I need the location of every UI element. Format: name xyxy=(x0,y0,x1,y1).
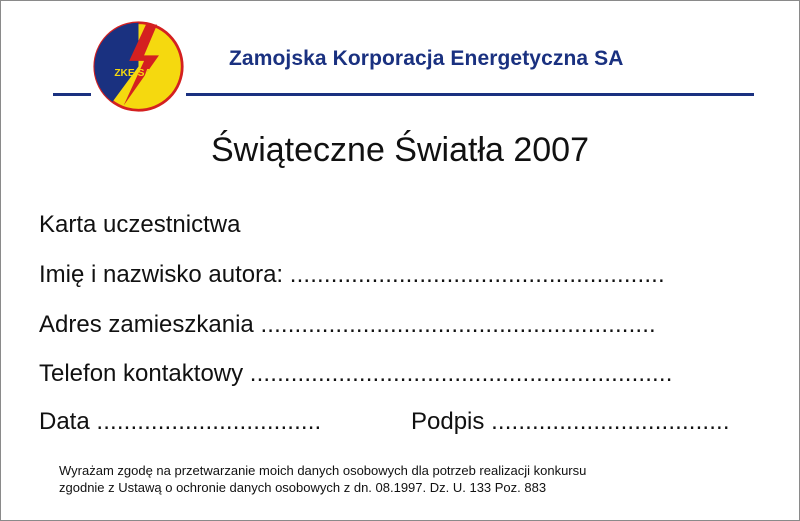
logo-text: ZKE SA xyxy=(114,67,152,79)
signature-field[interactable] xyxy=(411,408,730,436)
consent-text xyxy=(59,462,759,496)
date-dots[interactable]: ................................. xyxy=(96,408,322,435)
header-rule-left xyxy=(53,93,91,96)
consent-line-1: Wyrażam zgodę na przetwarzanie moich danych osobowych dla potrzeb realizacji konkursu xyxy=(59,463,587,478)
company-name: Zamojska Korporacja Energetyczna SA xyxy=(229,47,624,70)
author-name-label: Imię i nazwisko autora: xyxy=(39,261,284,288)
address-label: Adres zamieszkania xyxy=(39,311,254,338)
address-dots[interactable]: .......................................................... xyxy=(260,311,656,338)
page-title: Świąteczne Światła 2007 xyxy=(210,131,589,169)
card-label: Karta uczestnictwa xyxy=(39,211,241,238)
date-label: Data xyxy=(39,408,90,435)
signature-label: Podpis xyxy=(411,408,485,435)
header-rule-right xyxy=(186,93,754,96)
author-name-field[interactable] xyxy=(39,261,665,289)
address-field[interactable] xyxy=(39,311,656,339)
zke-logo-icon xyxy=(92,20,185,113)
phone-label: Telefon kontaktowy xyxy=(39,360,244,387)
phone-dots[interactable]: .............................................................. xyxy=(249,360,673,387)
author-name-dots[interactable]: ....................................................... xyxy=(289,261,665,288)
phone-field[interactable] xyxy=(39,360,673,388)
signature-dots[interactable]: ................................... xyxy=(491,408,730,435)
date-field[interactable] xyxy=(39,408,321,436)
consent-line-2: zgodnie z Ustawą o ochronie danych osobowych z dn. 08.1997. Dz. U. 133 Poz. 883 xyxy=(59,480,547,495)
